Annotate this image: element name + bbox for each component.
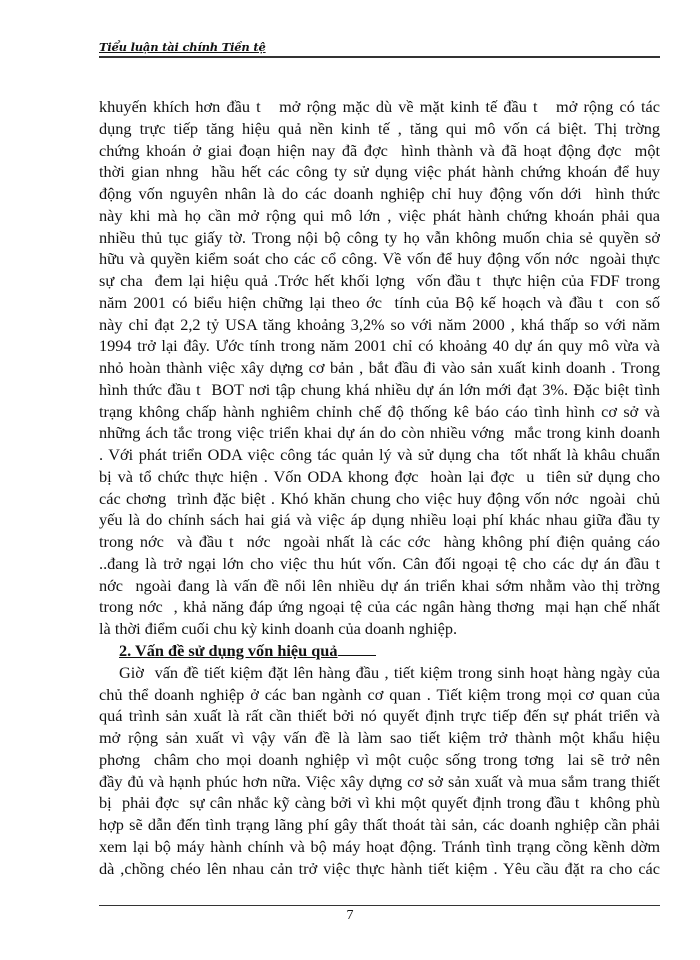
page-number: 7 [346,908,354,923]
paragraph-2 [99,662,660,880]
text-line: bị phải đợc sự cân nhắc kỹ càng bởi vì khi một quyết định trong đầu t không phù [99,793,660,813]
text-line: nhiều thủ tục giấy tờ. Trong nội bộ công ty họ vẫn không muốn chia sẻ quyền sở [99,227,660,247]
text-line: 1994 trở lại đây. Ước tính trong năm 2001 chỉ có khoảng 40 dự án quy mô vừa và [99,336,660,356]
body-text [99,96,660,879]
text-line: sự cha đem lại hiệu quả .Trớc hết khối lợng vốn đầu t thực hiện của FDF trong [99,271,660,290]
text-line: mở rộng sản xuất vì vậy vấn đề là làm sao tiết kiệm trở thành một khẩu hiệu [99,728,660,747]
text-line: đầy đủ và hạnh phúc hơn nữa. Việc xây dựng cơ sở sản xuất và mua sắm trang thiết [99,771,660,791]
text-line: hợp sẽ dẫn đến tình trạng lãng phí gây thất thoát tài sản, các doanh nghiệp cần phải [99,815,660,834]
text-line: này chỉ đạt 2,2 tỷ USA tăng khoảng 3,2% so với năm 2000 , khá thấp so với năm [99,314,660,334]
text-line: ..đang là trở ngại lớn cho việc thu hút vốn. Cân đối ngoại tệ cho các dự án đầu t [99,553,660,573]
section-heading-text: 2. Vấn đề sử dụng vốn hiệu quả [119,640,338,660]
text-line: chủ thể doanh nghiệp ở các ban ngành cơ quan . Tiết kiệm trong mọi cơ quan của [99,684,660,704]
text-line: bị và tổ chức thực hiện . Vốn ODA khong đợc hoàn lại đợc u tiên sử dụng cho [99,466,660,486]
text-line: khuyến khích hơn đầu t mở rộng mặc dù về mặt kinh tế đầu t mở rộng có tác [99,97,660,116]
text-line: năm 2001 có biểu hiện chững lại theo ớc tính của Bộ kế hoạch và đầu t con số [99,292,660,312]
text-line: xem lại bộ máy hành chính và bộ máy hoạt động. Tránh tình trạng cồng kềnh dờm [99,836,660,856]
heading-underline-tail [338,641,376,656]
text-line: động vốn nguyên nhân là do các doanh nghiệp chỉ huy động vốn dới hình thức [99,184,660,203]
text-line: nhỏ hoàn thành việc xây dựng cơ bản , bắt đầu đi vào sản xuất kinh doanh . Trong [99,358,660,377]
text-line: Giờ vấn đề tiết kiệm đặt lên hàng đầu , tiết kiệm trong sinh hoạt hàng ngày của [119,662,660,682]
text-line: yếu là do chính sách hai giá và việc áp dụng nhiều loại phí khác nhau giữa đầu ty [99,510,660,530]
text-line: các chơng trình đặc biệt . Khó khăn chung cho việc huy động vốn nớc ngoài chủ [99,488,660,508]
text-line: nớc ngoài đang là vấn đề nổi lên nhiều dự án triển khai sớm nhằm vào thị trờng [99,575,660,595]
page-header [99,40,660,58]
text-line: những ách tắc trong việc triển khai dự án do còn nhiều vớng mắc trong kinh doanh [99,423,660,443]
text-line: hữu và quyền kiểm soát cho các cổ công. Về vốn để huy động vốn nớc ngoài thực [99,249,660,269]
text-line: phơng châm cho mọi doanh nghiệp vì một cuộc sống trong tơng lai sẽ trở nên [99,749,660,769]
text-line: thời gian nhng hầu hết các công ty sử dụng việc phát hành chứng khoán để huy [99,162,660,182]
text-line: hình thức đầu t BOT nơi tập chung khá nhiều dự án lớn mới đạt 3%. Đặc biệt tình [99,379,660,399]
footer-rule [99,905,660,906]
text-line: là thời điểm cuối chu kỳ kinh doanh của doanh nghiệp. [99,619,458,638]
text-line: trong nớc , khả năng đáp ứng ngoại tệ của các ngân hàng thơng mại hạn chế nhất [99,597,660,617]
text-line: dà ,chồng chéo lên nhau cản trở việc thực hành tiết kiệm . Yêu cầu đặt ra cho các [99,858,660,878]
header-title: Tiểu luận tài chính Tiền tệ [99,40,266,54]
text-line: trạng không chấp hành nghiêm chỉnh chế độ thống kê báo cáo tình hình cơ sở và [99,401,660,421]
text-line: dụng trực tiếp tăng hiệu quả nền kinh tế , tăng qui mô vốn cá biệt. Thị trờng [99,118,660,138]
text-line: chứng khoán ở giai đoạn hiện nay đã đợc hình thành và đã hoạt động đợc một [99,140,660,160]
paragraph-1 [99,96,660,640]
text-line: quá trình sản xuất là rất cần thiết bởi nó quyết định trực tiếp đến sự phát triển và [99,706,660,726]
text-line: này khi mà họ cần mở rộng qui mô lớn , việc phát hành chứng khoán phải qua [99,205,660,225]
section-heading [99,640,660,662]
text-line: trong nớc và đầu t nớc ngoài nhất là các cớc hàng không phí điện quảng cáo [99,532,660,551]
text-line: . Với phát triển ODA việc công tác quản lý và sử dụng cha tốt nhất là khâu chuẩn [99,445,660,464]
